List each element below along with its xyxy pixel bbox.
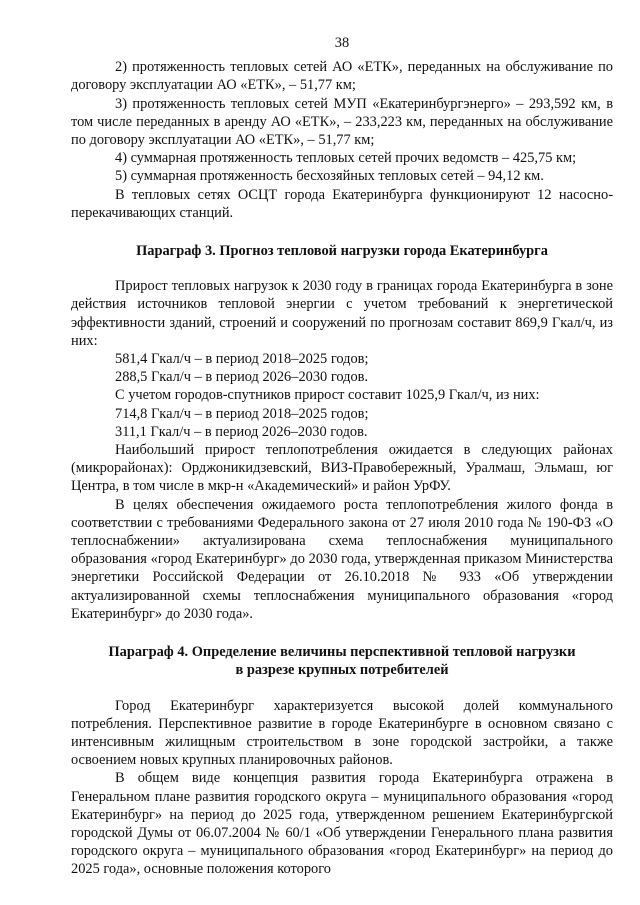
paragraph: 4) суммарная протяженность тепловых сетей прочих ведомств – 425,75 км; xyxy=(115,150,577,167)
page-number: 38 xyxy=(334,35,350,51)
paragraph: 3) протяженность тепловых сетей МУП «Екатеринбургэнерго» – 293,592 км, в том числе переданных в аренду АО «ЕТК», – 233,223 км, переданных на обслуживание по договору эксплуатации АО «ЕТК», – 51,77 км; xyxy=(71,95,613,149)
paragraph: 311,1 Гкал/ч – в период 2026–2030 годов. xyxy=(115,423,368,440)
paragraph: Город Екатеринбург характеризуется высокой долей коммунального потребления. Перспективное развитие в городе Екатеринбурге в основном связано с интенсивным жилищным строительством в зоне городской застройки, а также освоением новых крупных планировочных районов. xyxy=(71,697,613,769)
paragraph: В целях обеспечения ожидаемого роста теплопотребления жилого фонда в соответствии с требованиями Федерального закона от 27 июля 2010 года № 190-ФЗ «О теплоснабжении» актуализирована схема теплоснабжения муниципального образования «город Екатеринбург» до 2030 года, утвержденная приказом Министерства энергетики Российской Федерации от 26.10.2018 № 933 «Об утверждении актуализированной схемы теплоснабжения муниципального образования «город Екатеринбург» до 2030 года». xyxy=(71,496,613,622)
section-heading-4-line1: Параграф 4. Определение величины перспективной тепловой нагрузки xyxy=(108,644,576,661)
spacer xyxy=(71,680,613,697)
paragraph: 581,4 Гкал/ч – в период 2018–2025 годов; xyxy=(115,351,369,368)
paragraph: С учетом городов-спутников прирост составит 1025,9 Гкал/ч, из них: xyxy=(115,387,540,404)
paragraph: В тепловых сетях ОСЦТ города Екатеринбурга функционируют 12 насосно-перекачивающих станций. xyxy=(71,186,613,221)
paragraph: 5) суммарная протяженность бесхозяйных тепловых сетей – 94,12 км. xyxy=(115,168,544,185)
paragraph: Прирост тепловых нагрузок к 2030 году в границах города Екатеринбурга в зоне действия источников тепловой энергии с учетом требований к энергетической эффективности зданий, строений и сооружений по прогнозам составит 869,9 Гкал/ч, из них: xyxy=(71,278,613,349)
section-heading-3: Параграф 3. Прогноз тепловой нагрузки города Екатеринбурга xyxy=(136,243,548,260)
spacer xyxy=(71,623,613,643)
spacer xyxy=(71,260,613,277)
document-page xyxy=(71,34,613,879)
paragraph: 714,8 Гкал/ч – в период 2018–2025 годов; xyxy=(115,405,369,422)
paragraph: В общем виде концепция развития города Екатеринбурга отражена в Генеральном плане развития городского округа – муниципального образования «город Екатеринбург» на период до 2025 года, утвержденном решением Екатеринбургской городской Думы от 06.07.2004 № 60/1 «Об утверждении Генерального плана развития городского округа – муниципального образования «город Екатеринбург» на период до 2025 года», основные положения которого xyxy=(71,770,613,878)
section-heading-4-line2: в разрезе крупных потребителей xyxy=(235,662,449,679)
spacer xyxy=(71,222,613,242)
paragraph: 2) протяженность тепловых сетей АО «ЕТК», переданных на обслуживание по договору эксплуатации АО «ЕТК», – 51,77 км; xyxy=(71,59,613,94)
paragraph: Наибольший прирост теплопотребления ожидается в следующих районах (микрорайонах): Орджоникидзевский, ВИЗ-Правобережный, Уралмаш, Эльмаш, юг Центра, в том числе в мкр-н «Академический» и район УрФУ. xyxy=(71,442,613,495)
paragraph: 288,5 Гкал/ч – в период 2026–2030 годов. xyxy=(115,369,369,386)
section-heading-4 xyxy=(71,643,613,679)
